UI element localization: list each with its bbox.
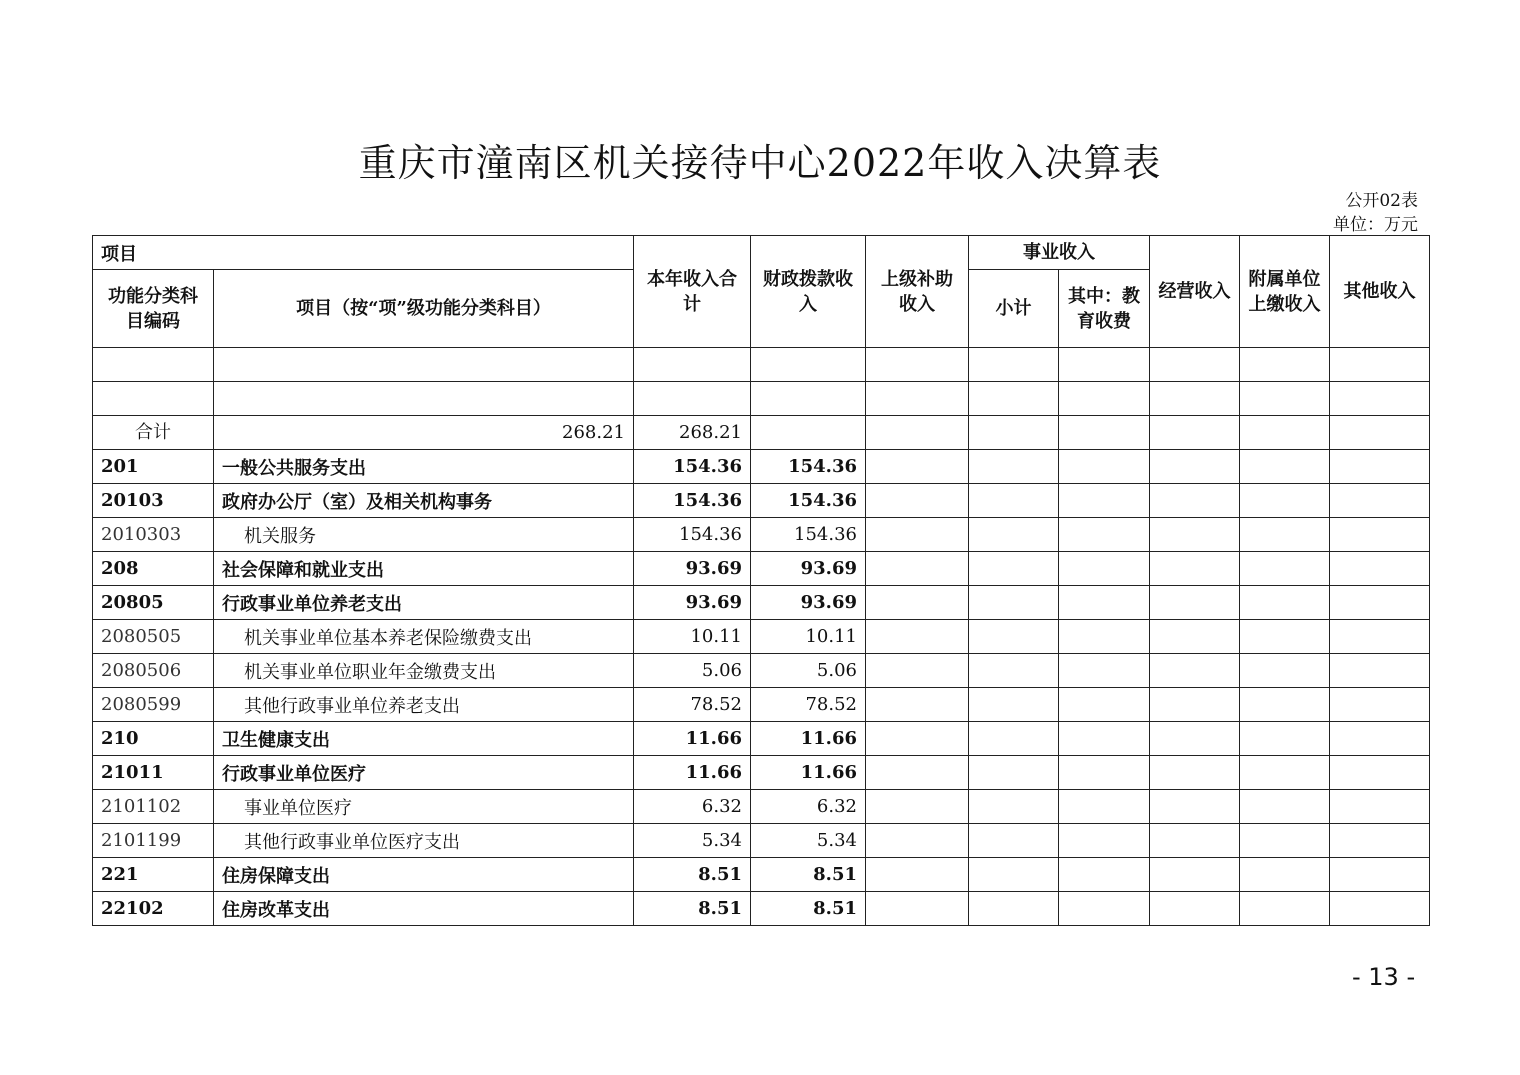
row-empty-cell [969,858,1059,892]
table-row [93,518,1430,552]
row-empty-cell [1330,824,1430,858]
row-empty-cell [1150,892,1240,926]
row-name: 行政事业单位医疗 [214,756,634,790]
row-empty-cell [1150,552,1240,586]
row-empty-cell [1059,552,1150,586]
row-total: 154.36 [634,484,751,518]
row-code: 2101199 [93,824,214,858]
blank-row [93,348,1430,382]
row-empty-cell [866,824,969,858]
income-table [92,235,1430,926]
row-empty-cell [1240,756,1330,790]
row-empty-cell [866,858,969,892]
row-empty-cell [1330,484,1430,518]
row-fiscal: 5.06 [751,654,866,688]
table-row [93,654,1430,688]
table-row [93,552,1430,586]
row-fiscal: 154.36 [751,484,866,518]
header-other: 其他收入 [1330,236,1430,348]
row-empty-cell [866,756,969,790]
row-empty-cell [969,620,1059,654]
row-empty-cell [1150,484,1240,518]
table-row [93,824,1430,858]
row-fiscal: 78.52 [751,688,866,722]
row-empty-cell [1150,824,1240,858]
row-empty-cell [866,722,969,756]
row-name: 社会保障和就业支出 [214,552,634,586]
row-total: 154.36 [634,450,751,484]
row-empty-cell [969,654,1059,688]
row-total: 8.51 [634,892,751,926]
row-name: 机关事业单位职业年金缴费支出 [214,654,634,688]
row-empty-cell [1330,892,1430,926]
row-total: 11.66 [634,756,751,790]
row-empty-cell [1330,450,1430,484]
row-empty-cell [1240,892,1330,926]
row-empty-cell [1059,654,1150,688]
row-empty-cell [1240,722,1330,756]
row-name: 卫生健康支出 [214,722,634,756]
row-total: 6.32 [634,790,751,824]
row-empty-cell [1059,518,1150,552]
row-empty-cell [1150,450,1240,484]
row-empty-cell [969,756,1059,790]
row-name: 住房改革支出 [214,892,634,926]
row-empty-cell [1330,586,1430,620]
row-name: 其他行政事业单位医疗支出 [214,824,634,858]
row-empty-cell [1240,824,1330,858]
table-number: 公开02表 [1345,191,1418,211]
row-code: 2080599 [93,688,214,722]
row-empty-cell [1150,688,1240,722]
row-total: 93.69 [634,586,751,620]
row-code: 201 [93,450,214,484]
table-row [93,688,1430,722]
row-empty-cell [969,552,1059,586]
row-empty-cell [1059,790,1150,824]
row-empty-cell [1240,518,1330,552]
row-empty-cell [969,688,1059,722]
header-subtotal: 小计 [969,270,1059,348]
row-empty-cell [866,892,969,926]
table-row [93,620,1430,654]
row-empty-cell [1240,552,1330,586]
table-row [93,892,1430,926]
row-name: 政府办公厅（室）及相关机构事务 [214,484,634,518]
row-empty-cell [969,790,1059,824]
table-row [93,484,1430,518]
blank-row [93,382,1430,416]
row-fiscal: 11.66 [751,756,866,790]
row-code: 20805 [93,586,214,620]
row-total: 93.69 [634,552,751,586]
header-total: 本年收入合计 [634,236,751,348]
row-fiscal: 6.32 [751,790,866,824]
row-empty-cell [1059,756,1150,790]
row-empty-cell [1150,858,1240,892]
row-empty-cell [1240,586,1330,620]
row-empty-cell [1059,450,1150,484]
row-empty-cell [1150,654,1240,688]
table-row [93,790,1430,824]
row-empty-cell [1059,892,1150,926]
row-empty-cell [1330,756,1430,790]
row-empty-cell [1240,688,1330,722]
table-row [93,858,1430,892]
header-operating: 经营收入 [1150,236,1240,348]
row-empty-cell [866,654,969,688]
row-empty-cell [866,790,969,824]
row-empty-cell [1059,722,1150,756]
header-code: 功能分类科目编码 [93,270,214,348]
table-row [93,450,1430,484]
row-empty-cell [1330,858,1430,892]
row-fiscal: 8.51 [751,858,866,892]
row-empty-cell [1150,518,1240,552]
row-name: 机关事业单位基本养老保险缴费支出 [214,620,634,654]
unit-label: 单位：万元 [1333,215,1418,235]
row-empty-cell [1330,552,1430,586]
row-empty-cell [969,484,1059,518]
row-total: 11.66 [634,722,751,756]
table-row [93,586,1430,620]
header-superior: 上级补助收入 [866,236,969,348]
row-total: 10.11 [634,620,751,654]
row-name: 住房保障支出 [214,858,634,892]
row-fiscal: 154.36 [751,518,866,552]
header-project: 项目 [93,236,634,270]
row-fiscal: 10.11 [751,620,866,654]
row-empty-cell [1150,620,1240,654]
header-business: 事业收入 [969,236,1150,270]
row-empty-cell [1059,620,1150,654]
row-empty-cell [866,688,969,722]
header-edu: 其中：教育收费 [1059,270,1150,348]
row-empty-cell [1059,484,1150,518]
row-fiscal: 11.66 [751,722,866,756]
row-empty-cell [1330,654,1430,688]
row-code: 20103 [93,484,214,518]
row-empty-cell [969,586,1059,620]
total-amount: 268.21 [214,416,634,450]
row-fiscal: 93.69 [751,586,866,620]
row-code: 22102 [93,892,214,926]
row-empty-cell [969,892,1059,926]
row-empty-cell [1059,688,1150,722]
row-empty-cell [1330,620,1430,654]
table-row [93,756,1430,790]
row-code: 2010303 [93,518,214,552]
row-empty-cell [1330,688,1430,722]
row-empty-cell [866,484,969,518]
row-empty-cell [1330,790,1430,824]
row-name: 其他行政事业单位养老支出 [214,688,634,722]
row-fiscal: 5.34 [751,824,866,858]
row-empty-cell [969,824,1059,858]
row-name: 机关服务 [214,518,634,552]
row-total: 5.06 [634,654,751,688]
row-empty-cell [1150,790,1240,824]
row-code: 208 [93,552,214,586]
row-empty-cell [866,450,969,484]
row-empty-cell [1150,756,1240,790]
table-row [93,722,1430,756]
row-code: 2101102 [93,790,214,824]
row-empty-cell [866,586,969,620]
row-empty-cell [1059,824,1150,858]
row-empty-cell [1240,654,1330,688]
header-affiliated: 附属单位上缴收入 [1240,236,1330,348]
row-empty-cell [1330,518,1430,552]
row-name: 事业单位医疗 [214,790,634,824]
row-code: 2080506 [93,654,214,688]
row-code: 21011 [93,756,214,790]
row-empty-cell [1240,620,1330,654]
row-total: 78.52 [634,688,751,722]
page-title: 重庆市潼南区机关接待中心2022年收入决算表 [358,141,1162,185]
row-empty-cell [969,722,1059,756]
row-total: 8.51 [634,858,751,892]
total-row [93,416,1430,450]
row-fiscal: 154.36 [751,450,866,484]
header-fiscal: 财政拨款收入 [751,236,866,348]
row-name: 行政事业单位养老支出 [214,586,634,620]
row-code: 221 [93,858,214,892]
row-empty-cell [866,518,969,552]
row-empty-cell [866,552,969,586]
total-income: 268.21 [634,416,751,450]
row-empty-cell [1330,722,1430,756]
row-empty-cell [1059,586,1150,620]
row-empty-cell [1150,586,1240,620]
total-label: 合计 [93,416,214,450]
row-empty-cell [1059,858,1150,892]
row-empty-cell [969,518,1059,552]
header-item: 项目（按“项”级功能分类科目） [214,270,634,348]
row-empty-cell [969,450,1059,484]
row-empty-cell [1240,790,1330,824]
page-number: - 13 - [1352,963,1416,991]
row-empty-cell [866,620,969,654]
row-total: 5.34 [634,824,751,858]
row-total: 154.36 [634,518,751,552]
row-code: 2080505 [93,620,214,654]
row-empty-cell [1240,484,1330,518]
row-empty-cell [1240,858,1330,892]
row-fiscal: 8.51 [751,892,866,926]
row-code: 210 [93,722,214,756]
row-name: 一般公共服务支出 [214,450,634,484]
row-fiscal: 93.69 [751,552,866,586]
row-empty-cell [1150,722,1240,756]
row-empty-cell [1240,450,1330,484]
